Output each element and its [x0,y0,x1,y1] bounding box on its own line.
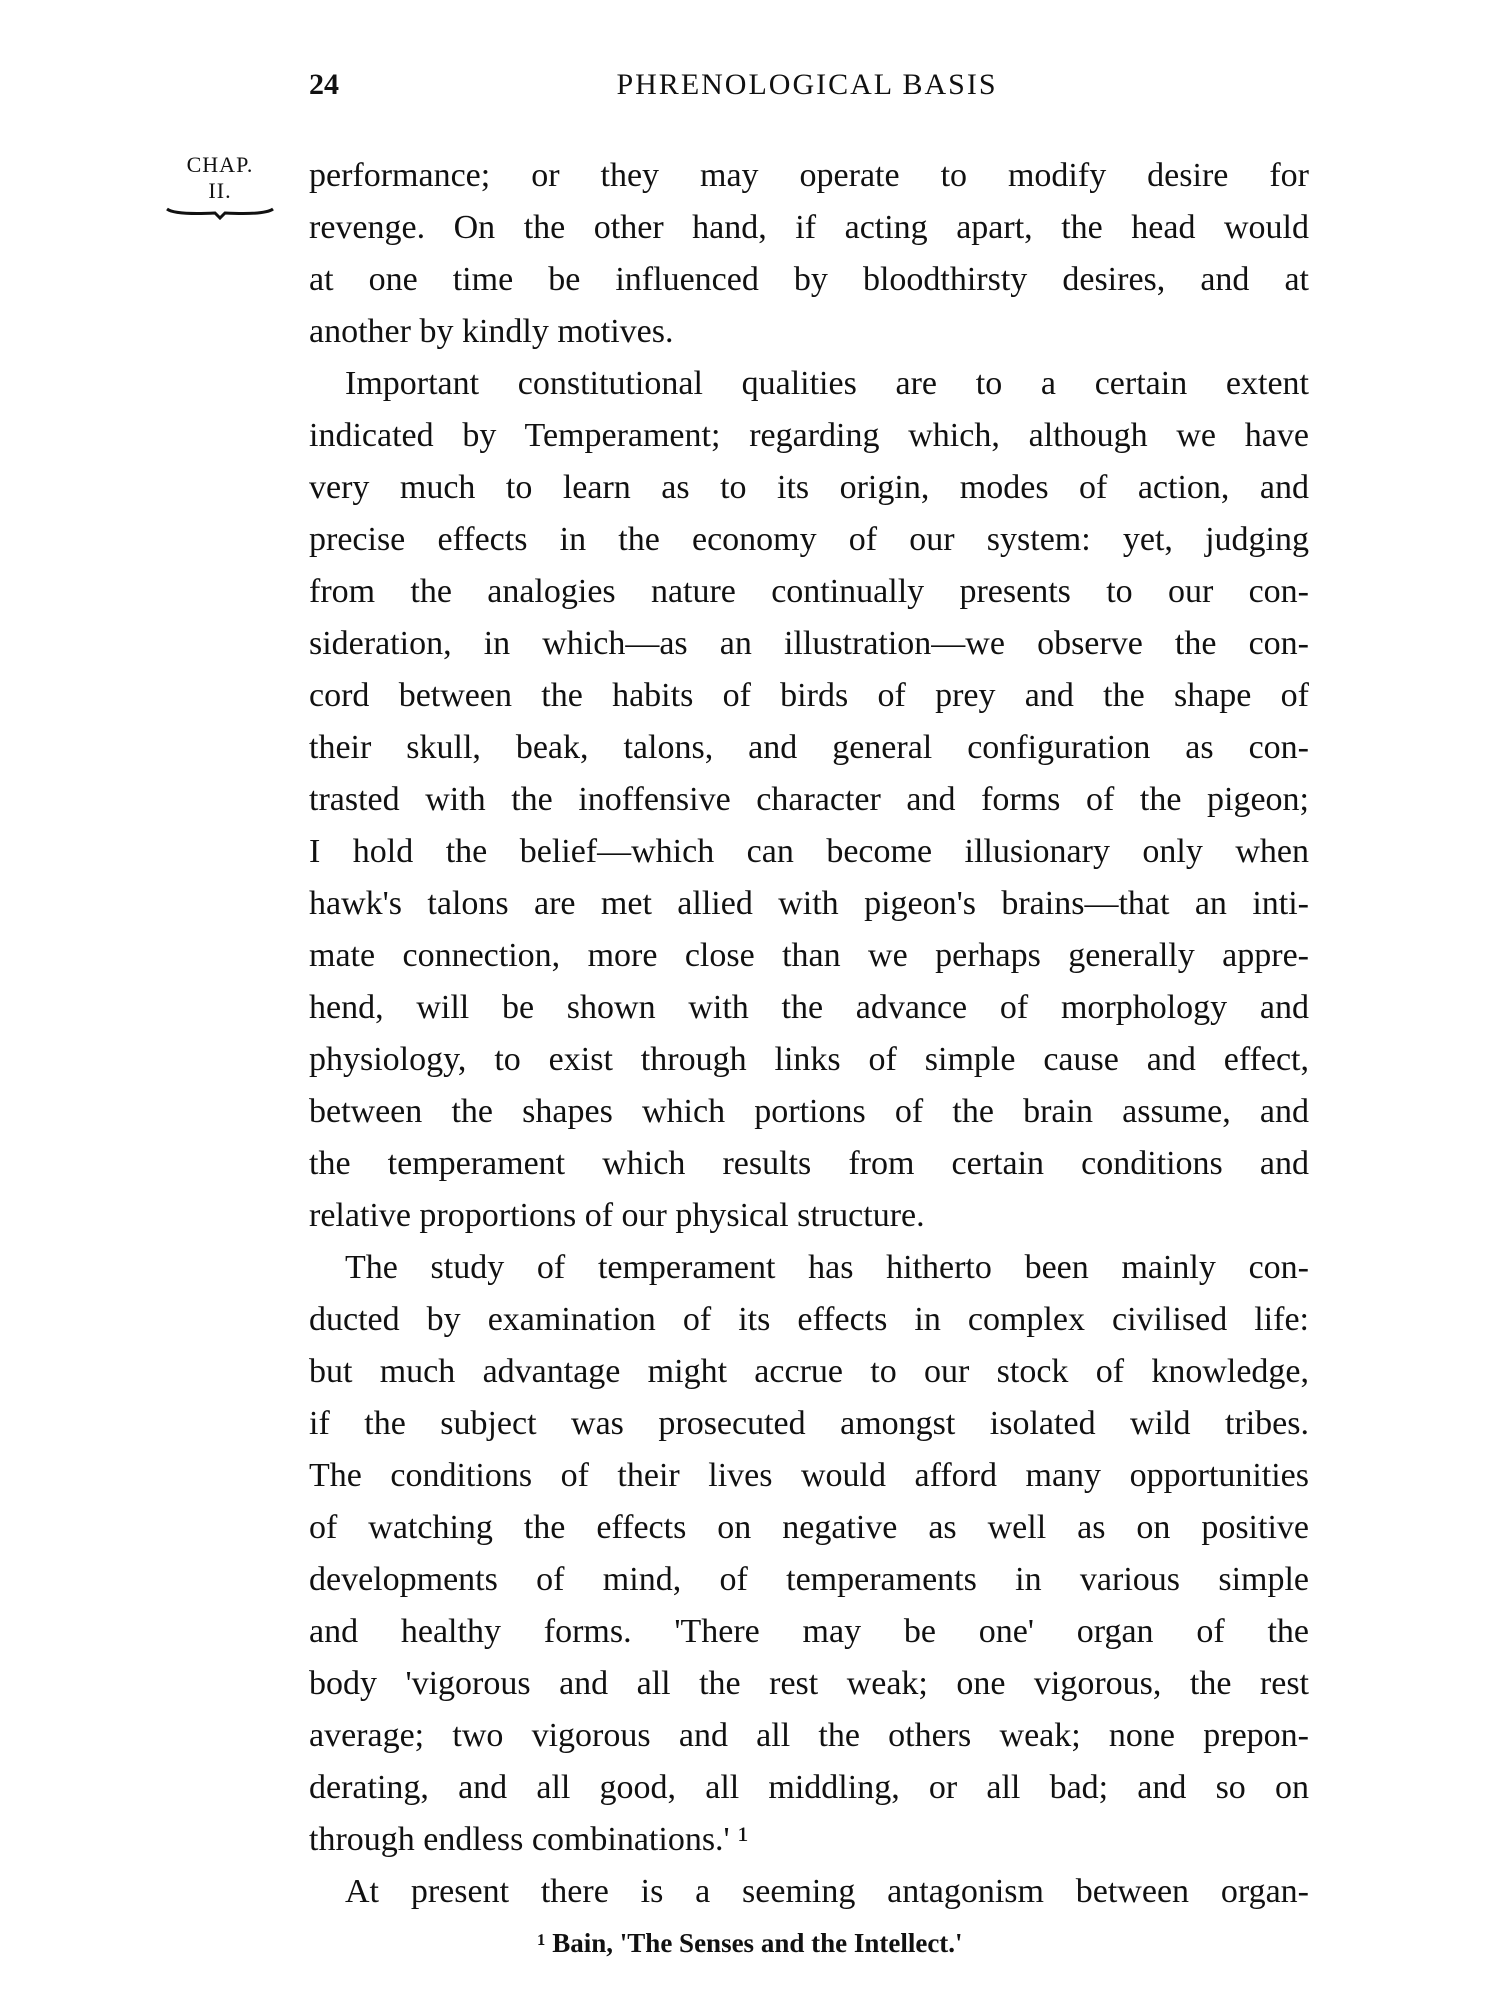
text-line: developments of mind, of temperaments in various simple [309,1561,1309,1598]
text-line: The conditions of their lives would afford many opportunities [309,1457,1309,1494]
text-line: between the shapes which portions of the brain assume, and [309,1093,1309,1130]
text-line: if the subject was prosecuted amongst isolated wild tribes. [309,1405,1309,1442]
text-line: from the analogies nature continually presents to our con- [309,573,1309,610]
brace-icon [165,206,275,220]
text-line: At present there is a seeming antagonism between organ- [345,1873,1309,1910]
text-line: precise effects in the economy of our system: yet, judging [309,521,1309,558]
text-line: revenge. On the other hand, if acting apart, the head would [309,209,1309,246]
text-line: I hold the belief—which can become illusionary only when [309,833,1309,870]
text-line: indicated by Temperament; regarding which, although we have [309,417,1309,454]
text-line: performance; or they may operate to modify desire for [309,157,1309,194]
text-line: body 'vigorous and all the rest weak; one vigorous, the rest [309,1665,1309,1702]
text-line: hend, will be shown with the advance of morphology and [309,989,1309,1026]
text-line: trasted with the inoffensive character and forms of the pigeon; [309,781,1309,818]
text-line: through endless combinations.' ¹ [309,1821,749,1858]
chapter-margin-note [165,152,275,220]
page-number: 24 [309,68,339,101]
text-line: The study of temperament has hitherto been mainly con- [345,1249,1309,1286]
text-line: cord between the habits of birds of prey and the shape of [309,677,1309,714]
text-line: relative proportions of our physical structure. [309,1197,925,1234]
text-line: of watching the effects on negative as well as on positive [309,1509,1309,1546]
chapter-number: II. [208,178,232,203]
text-line: their skull, beak, talons, and general configuration as con- [309,729,1309,766]
text-line: ducted by examination of its effects in complex civilised life: [309,1301,1309,1338]
text-line: another by kindly motives. [309,313,674,350]
chapter-label: CHAP. [186,152,254,177]
footnote: ¹ Bain, 'The Senses and the Intellect.' [537,1928,963,1958]
text-line: very much to learn as to its origin, modes of action, and [309,469,1309,506]
page-header [309,68,1305,112]
text-line: at one time be influenced by bloodthirsty desires, and at [309,261,1309,298]
text-line: and healthy forms. 'There may be one' organ of the [309,1613,1309,1650]
text-line: the temperament which results from certain conditions and [309,1145,1309,1182]
text-line: sideration, in which—as an illustration—we observe the con- [309,625,1309,662]
text-line: but much advantage might accrue to our stock of knowledge, [309,1353,1309,1390]
text-line: mate connection, more close than we perhaps generally appre- [309,937,1309,974]
text-line: physiology, to exist through links of simple cause and effect, [309,1041,1309,1078]
body-text [309,150,1309,1918]
running-title: PHRENOLOGICAL BASIS [616,68,998,101]
text-line: average; two vigorous and all the others weak; none prepon- [309,1717,1309,1754]
text-line: derating, and all good, all middling, or all bad; and so on [309,1769,1309,1806]
text-line: hawk's talons are met allied with pigeon's brains—that an inti- [309,885,1309,922]
text-line: Important constitutional qualities are to a certain extent [345,365,1309,402]
